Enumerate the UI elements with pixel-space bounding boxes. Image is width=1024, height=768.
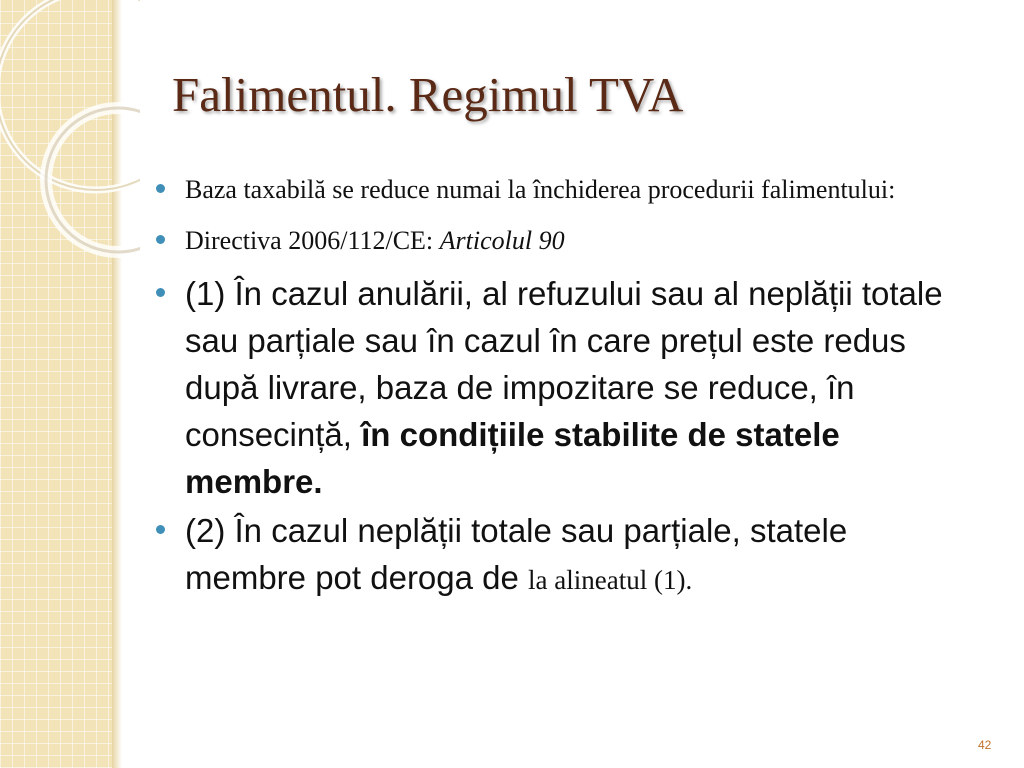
bullet-item-1 [156, 166, 976, 213]
slide-number: 42 [978, 738, 992, 752]
bullet-dot [156, 525, 165, 534]
bullet-list [156, 166, 976, 604]
bullet-text: (1) În cazul anulării, al refuzului sau al neplății totale sau parțiale sau în cazul în care prețul este redus după livrare, baza de impozitare se reduce, în consecință, [185, 275, 943, 453]
bullet-item-4 [156, 507, 976, 604]
bullet-dot [156, 288, 165, 297]
bullet-tail: la alineatul (1). [528, 565, 693, 595]
bullet-item-2 [156, 217, 976, 264]
slide-title: Falimentul. Regimul TVA [172, 67, 684, 122]
bullet-item-3 [156, 270, 976, 505]
bullet-text: Directiva 2006/112/CE: [185, 226, 440, 255]
bullet-dot [156, 235, 165, 244]
bullet-emphasis: Articolul 90 [439, 226, 565, 255]
bullet-bold: în condițiile stabilite de statele membre. [185, 416, 840, 500]
bullet-text: (2) În cazul neplății totale sau parțiale, statele membre pot deroga de [185, 512, 848, 596]
bullet-dot [156, 184, 165, 193]
bullet-text: Baza taxabilă se reduce numai la închiderea procedurii falimentului: [185, 175, 896, 204]
decorative-rings [0, 0, 140, 260]
